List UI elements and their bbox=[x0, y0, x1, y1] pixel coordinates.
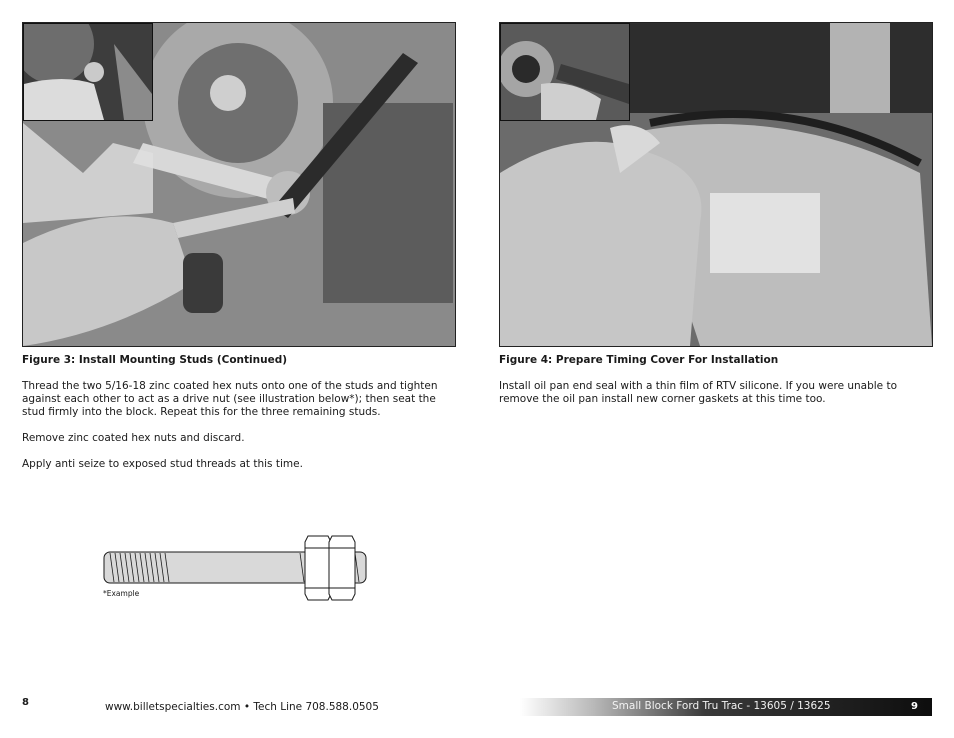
hex-nut-pair bbox=[305, 536, 355, 600]
figure-4-photo bbox=[499, 22, 933, 347]
inset-rtv-image bbox=[501, 24, 629, 120]
left-page-number: 8 bbox=[22, 697, 29, 708]
stud-with-nuts-illustration bbox=[100, 534, 370, 604]
figure-4-caption: Figure 4: Prepare Timing Cover For Installation bbox=[499, 354, 779, 366]
instruction-paragraph-right: Install oil pan end seal with a thin film of RTV silicone. If you were unable to remove the oil pan install new corner gaskets at this time too. bbox=[499, 380, 898, 405]
figure-3-inset-photo bbox=[23, 23, 153, 121]
figure-3-photo bbox=[22, 22, 456, 347]
inset-nut-image bbox=[24, 24, 152, 120]
instruction-paragraph-2: Remove zinc coated hex nuts and discard. bbox=[22, 432, 245, 444]
example-label: *Example bbox=[103, 589, 140, 598]
footer-website-techline: www.billetspecialties.com • Tech Line 708.588.0505 bbox=[105, 701, 379, 713]
instruction-paragraph-1: Thread the two 5/16-18 zinc coated hex nuts onto one of the studs and tighten against each other to act as a drive nut (see illustration below*); then seat the stud firmly into the block. Repeat this for the three remaining studs. bbox=[22, 380, 438, 418]
footer-product-title: Small Block Ford Tru Trac - 13605 / 13625 bbox=[612, 700, 831, 712]
figure-4-inset-photo bbox=[500, 23, 630, 121]
figure-3-caption: Figure 3: Install Mounting Studs (Continued) bbox=[22, 354, 288, 366]
instruction-paragraph-3: Apply anti seize to exposed stud threads at this time. bbox=[22, 458, 303, 470]
right-page-number: 9 bbox=[911, 701, 918, 712]
